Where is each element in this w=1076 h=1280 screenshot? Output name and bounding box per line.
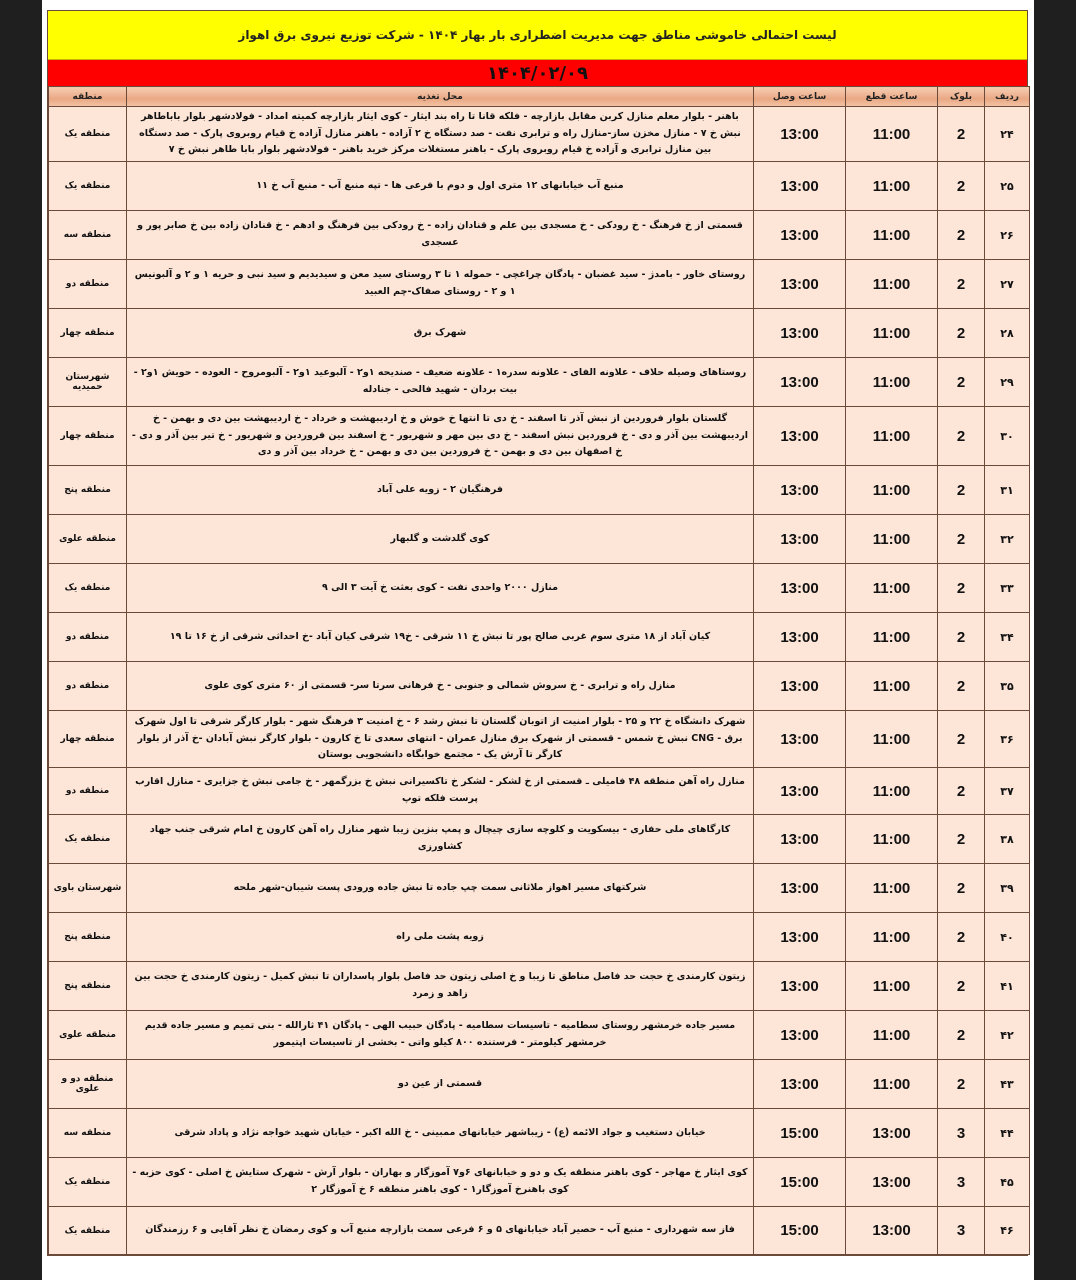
block-cell: 2 [938, 962, 985, 1011]
table-row [49, 309, 1030, 358]
block-cell: 2 [938, 864, 985, 913]
feed-location-cell: کوی ایثار خ مهاجر - کوی باهنر منطقه یک و دو و خیابانهای ۶و۷ آموزگار و بهاران - بلوار آرش - شهرک ستایش خ اصلی - کوی حزبه - کوی باهنرخ آموزگار۱ - کوی باهنر منطقه ۶ خ آموزگار ۲ [127, 1158, 754, 1207]
feed-location-cell: باهنر - بلوار معلم منازل کربن مقابل بازارچه - فلکه قانا تا راه بند ایثار - کوی ایثار بازارچه کمیته امداد - فولادشهر بلوار باباطاهر نبش خ ۷ - منازل مخزن ساز-منازل راه و ترابری نفت - صد دستگاه خ ۲ آزاده - باهنر منازل آزاده خ قیام روبروی پارک - صد دستگاه بین منازل ترابری و آزاده خ قیام روبروی پارک - باهنر مستغلات مرکز خرید باهنر - فولادشهر بلوار بابا طاهر نبش خ ۷ [127, 107, 754, 162]
table-row [49, 1060, 1030, 1109]
cut-time-cell: 11:00 [846, 407, 938, 466]
header-cut-time: ساعت قطع [846, 87, 938, 107]
table-row [49, 864, 1030, 913]
feed-location-cell: خیابان دستغیب و جواد الائمه (ع) - زیباشهر خیابانهای ممبینی - خ الله اکبر - خیابان شهید خواجه نژاد و پاداد شرقی [127, 1109, 754, 1158]
connect-time-cell: 13:00 [754, 662, 846, 711]
row-number-cell: ۳۶ [985, 711, 1030, 768]
cut-time-cell: 11:00 [846, 913, 938, 962]
table-row [49, 815, 1030, 864]
row-number-cell: ۲۵ [985, 162, 1030, 211]
table-row [49, 711, 1030, 768]
table-row [49, 768, 1030, 815]
region-cell: منطقه چهار [49, 309, 127, 358]
cut-time-cell: 11:00 [846, 260, 938, 309]
feed-location-cell: روستای خاور - بامدژ - سید غضبان - پادگان چراغچی - حموله ۱ تا ۳ روستای سید معن و سیدیدیم و سید نبی و حریه ۱ و ۲ و آلبونیس ۱ و ۲ - روستای صفاک-چم العبید [127, 260, 754, 309]
region-cell: منطقه یک [49, 162, 127, 211]
table-body [49, 107, 1030, 1255]
row-number-cell: ۲۷ [985, 260, 1030, 309]
row-number-cell: ۴۴ [985, 1109, 1030, 1158]
row-number-cell: ۲۶ [985, 211, 1030, 260]
table-row [49, 913, 1030, 962]
region-cell: منطقه دو [49, 613, 127, 662]
table-row [49, 962, 1030, 1011]
table-row [49, 211, 1030, 260]
table-row [49, 1011, 1030, 1060]
cut-time-cell: 11:00 [846, 466, 938, 515]
feed-location-cell: کارگاهای ملی حفاری - بیسکویت و کلوچه سازی چیچال و پمپ بنزین زیبا شهر منازل راه آهن کارون خ امام شرقی جنب جهاد کشاورزی [127, 815, 754, 864]
block-cell: 2 [938, 309, 985, 358]
feed-location-cell: کوی گلدشت و گلبهار [127, 515, 754, 564]
row-number-cell: ۴۶ [985, 1207, 1030, 1255]
region-cell: منطقه دو [49, 662, 127, 711]
feed-location-cell: زویه پشت ملی راه [127, 913, 754, 962]
connect-time-cell: 13:00 [754, 211, 846, 260]
feed-location-cell: زیتون کارمندی خ حجت حد فاصل مناطق تا زیبا و خ اصلی زیتون حد فاصل بلوار پاسداران تا نبش کمیل - زیتون کارمندی خ حجت بین زاهد و زمرد [127, 962, 754, 1011]
header-feed-location: محل تغذیه [127, 87, 754, 107]
connect-time-cell: 13:00 [754, 613, 846, 662]
connect-time-cell: 13:00 [754, 162, 846, 211]
header-block: بلوک [938, 87, 985, 107]
feed-location-cell: منازل راه آهن منطقه ۴۸ فامیلی ـ قسمتی از خ لشکر - لشکر خ تاکسیرانی نبش خ بزرگمهر - خ جامی نبش خ جزایری - منازل اقارب پرست فلکه توپ [127, 768, 754, 815]
block-cell: 2 [938, 211, 985, 260]
region-cell: شهرستان باوی [49, 864, 127, 913]
block-cell: 2 [938, 913, 985, 962]
row-number-cell: ۴۰ [985, 913, 1030, 962]
region-cell: منطقه علوی [49, 515, 127, 564]
table-row [49, 1207, 1030, 1255]
connect-time-cell: 15:00 [754, 1158, 846, 1207]
cut-time-cell: 11:00 [846, 711, 938, 768]
cut-time-cell: 13:00 [846, 1109, 938, 1158]
connect-time-cell: 13:00 [754, 815, 846, 864]
cut-time-cell: 11:00 [846, 107, 938, 162]
row-number-cell: ۲۹ [985, 358, 1030, 407]
cut-time-cell: 11:00 [846, 962, 938, 1011]
region-cell: منطقه پنج [49, 962, 127, 1011]
table-row [49, 1158, 1030, 1207]
connect-time-cell: 13:00 [754, 962, 846, 1011]
feed-location-cell: فاز سه شهرداری - منبع آب - حصیر آباد خیابانهای ۵ و ۶ فرعی سمت بازارچه منبع آب و کوی رمضان خ نظر آقایی و ۶ رزمندگان [127, 1207, 754, 1255]
connect-time-cell: 13:00 [754, 1060, 846, 1109]
block-cell: 2 [938, 358, 985, 407]
block-cell: 2 [938, 515, 985, 564]
table-row [49, 260, 1030, 309]
block-cell: 3 [938, 1109, 985, 1158]
region-cell: منطقه پنج [49, 913, 127, 962]
row-number-cell: ۳۵ [985, 662, 1030, 711]
block-cell: 2 [938, 466, 985, 515]
region-cell: منطقه یک [49, 107, 127, 162]
region-cell: منطقه سه [49, 1109, 127, 1158]
row-number-cell: ۳۹ [985, 864, 1030, 913]
table-header-row [49, 87, 1030, 107]
connect-time-cell: 15:00 [754, 1109, 846, 1158]
table-row [49, 1109, 1030, 1158]
region-cell: منطقه یک [49, 1207, 127, 1255]
document-page [42, 0, 1034, 1280]
cut-time-cell: 13:00 [846, 1158, 938, 1207]
block-cell: 3 [938, 1207, 985, 1255]
feed-location-cell: گلستان بلوار فروردین از نبش آذر تا اسفند - خ دی تا انتها خ خوش و خ اردیبهشت و خرداد - خ اردیبهشت بین دی و بهمن - خ اردیبهشت بین آذر و دی - خ فروردین نبش اسفند - خ دی بین مهر و شهریور - خ اسفند بین فروردین و شهریور - خ تیر بین آذر و دی - خ اصفهان بین دی و بهمن - خ فروردین بین دی و بهمن - خ خرداد بین آذر و دی [127, 407, 754, 466]
outage-table [48, 86, 1030, 1255]
row-number-cell: ۳۳ [985, 564, 1030, 613]
feed-location-cell: شرکتهای مسیر اهواز ملاثانی سمت چپ جاده تا نبش جاده ورودی پست شیبان-شهر ملحه [127, 864, 754, 913]
cut-time-cell: 11:00 [846, 662, 938, 711]
connect-time-cell: 13:00 [754, 466, 846, 515]
block-cell: 2 [938, 407, 985, 466]
cut-time-cell: 11:00 [846, 564, 938, 613]
region-cell: منطقه پنج [49, 466, 127, 515]
feed-location-cell: روستاهای وصیله حلاف - علاونه الفای - علاونه سدره۱ - علاونه ضعیف - صندیحه ۱و۲ - آلبوعید ۱و۲ - آلبومروح - العوده - حویش ۱و۲ - بیت بردان - شهید فالحی - جنادله [127, 358, 754, 407]
cut-time-cell: 11:00 [846, 1060, 938, 1109]
row-number-cell: ۳۰ [985, 407, 1030, 466]
row-number-cell: ۳۴ [985, 613, 1030, 662]
connect-time-cell: 13:00 [754, 864, 846, 913]
connect-time-cell: 13:00 [754, 913, 846, 962]
connect-time-cell: 15:00 [754, 1207, 846, 1255]
feed-location-cell: منازل راه و ترابری - خ سروش شمالی و جنوبی - خ فرهانی سرتا سر- قسمتی از ۶۰ متری کوی علوی [127, 662, 754, 711]
cut-time-cell: 11:00 [846, 815, 938, 864]
table-row [49, 358, 1030, 407]
row-number-cell: ۲۴ [985, 107, 1030, 162]
connect-time-cell: 13:00 [754, 711, 846, 768]
feed-location-cell: منازل ۲۰۰۰ واحدی نفت - کوی بعثت خ آیت ۳ الی ۹ [127, 564, 754, 613]
row-number-cell: ۴۲ [985, 1011, 1030, 1060]
region-cell: شهرستان حمیدیه [49, 358, 127, 407]
connect-time-cell: 13:00 [754, 515, 846, 564]
region-cell: منطقه سه [49, 211, 127, 260]
connect-time-cell: 13:00 [754, 358, 846, 407]
block-cell: 2 [938, 711, 985, 768]
row-number-cell: ۴۳ [985, 1060, 1030, 1109]
region-cell: منطقه دو [49, 768, 127, 815]
row-number-cell: ۳۲ [985, 515, 1030, 564]
header-region: منطقه [49, 87, 127, 107]
region-cell: منطقه دو [49, 260, 127, 309]
cut-time-cell: 11:00 [846, 309, 938, 358]
outage-schedule-sheet [47, 10, 1028, 1256]
block-cell: 2 [938, 662, 985, 711]
block-cell: 3 [938, 1158, 985, 1207]
row-number-cell: ۳۸ [985, 815, 1030, 864]
row-number-cell: ۳۷ [985, 768, 1030, 815]
connect-time-cell: 13:00 [754, 107, 846, 162]
table-row [49, 515, 1030, 564]
cut-time-cell: 11:00 [846, 211, 938, 260]
connect-time-cell: 13:00 [754, 564, 846, 613]
cut-time-cell: 11:00 [846, 515, 938, 564]
feed-location-cell: شهرک دانشگاه خ ۲۲ و ۲۵ - بلوار امنیت از اتوبان گلستان تا نبش رشد ۶ - خ امنیت ۳ فرهنگ شهر - بلوار کارگر شرقی تا اول شهرک برق - CNG نبش خ شمس - قسمتی از شهرک برق منازل عمران - انتهای سعدی تا خ کارون - بلوار کارگر نبش آبادان -خ آذر از بلوار کارگر تا آرش یک - مجتمع خوابگاه دانشجویی بوستان [127, 711, 754, 768]
region-cell: منطقه یک [49, 815, 127, 864]
document-title: لیست احتمالی خاموشی مناطق جهت مدیریت اضطراری بار بهار ۱۴۰۴ - شرکت توزیع نیروی برق اهواز [48, 11, 1027, 60]
region-cell: منطقه چهار [49, 711, 127, 768]
cut-time-cell: 11:00 [846, 1011, 938, 1060]
connect-time-cell: 13:00 [754, 260, 846, 309]
connect-time-cell: 13:00 [754, 1011, 846, 1060]
block-cell: 2 [938, 564, 985, 613]
table-row [49, 564, 1030, 613]
row-number-cell: ۳۱ [985, 466, 1030, 515]
block-cell: 2 [938, 613, 985, 662]
region-cell: منطقه دو و علوی [49, 1060, 127, 1109]
block-cell: 2 [938, 162, 985, 211]
connect-time-cell: 13:00 [754, 407, 846, 466]
connect-time-cell: 13:00 [754, 768, 846, 815]
table-row [49, 662, 1030, 711]
feed-location-cell: مسیر جاده خرمشهر روستای سطامیه - تاسیسات سطامیه - پادگان حبیب الهی - پادگان ۴۱ ثارالله - بنی تمیم و مسیر جاده قدیم خرمشهر کیلومتر - فرستنده ۸۰۰ کیلو واتی - بخشی از تاسیسات اپتیمور [127, 1011, 754, 1060]
cut-time-cell: 13:00 [846, 1207, 938, 1255]
region-cell: منطقه یک [49, 1158, 127, 1207]
block-cell: 2 [938, 1060, 985, 1109]
table-row [49, 162, 1030, 211]
cut-time-cell: 11:00 [846, 864, 938, 913]
feed-location-cell: فرهنگیان ۲ - زویه علی آباد [127, 466, 754, 515]
table-row [49, 407, 1030, 466]
row-number-cell: ۴۵ [985, 1158, 1030, 1207]
feed-location-cell: منبع آب خیابانهای ۱۲ متری اول و دوم با فرعی ها - تپه منبع آب - منبع آب خ ۱۱ [127, 162, 754, 211]
header-row-no: ردیف [985, 87, 1030, 107]
feed-location-cell: قسمتی از خ فرهنگ - خ رودکی - خ مسجدی بین علم و قنادان زاده - خ رودکی بین فرهنگ و ادهم - خ قنادان زاده بین خ صابر پور و عسجدی [127, 211, 754, 260]
cut-time-cell: 11:00 [846, 358, 938, 407]
block-cell: 2 [938, 107, 985, 162]
feed-location-cell: قسمتی از عین دو [127, 1060, 754, 1109]
header-connect-time: ساعت وصل [754, 87, 846, 107]
cut-time-cell: 11:00 [846, 613, 938, 662]
block-cell: 2 [938, 815, 985, 864]
schedule-date: ۱۴۰۴/۰۲/۰۹ [48, 60, 1027, 86]
feed-location-cell: کیان آباد از ۱۸ متری سوم غربی صالح پور تا نبش خ ۱۱ شرقی - خ۱۹ شرقی کیان آباد -خ احداثی شرقی از خ ۱۶ تا ۱۹ [127, 613, 754, 662]
cut-time-cell: 11:00 [846, 768, 938, 815]
region-cell: منطقه یک [49, 564, 127, 613]
table-row [49, 613, 1030, 662]
table-row [49, 107, 1030, 162]
region-cell: منطقه چهار [49, 407, 127, 466]
block-cell: 2 [938, 260, 985, 309]
block-cell: 2 [938, 768, 985, 815]
connect-time-cell: 13:00 [754, 309, 846, 358]
region-cell: منطقه علوی [49, 1011, 127, 1060]
row-number-cell: ۴۱ [985, 962, 1030, 1011]
row-number-cell: ۲۸ [985, 309, 1030, 358]
feed-location-cell: شهرک برق [127, 309, 754, 358]
table-row [49, 466, 1030, 515]
block-cell: 2 [938, 1011, 985, 1060]
cut-time-cell: 11:00 [846, 162, 938, 211]
